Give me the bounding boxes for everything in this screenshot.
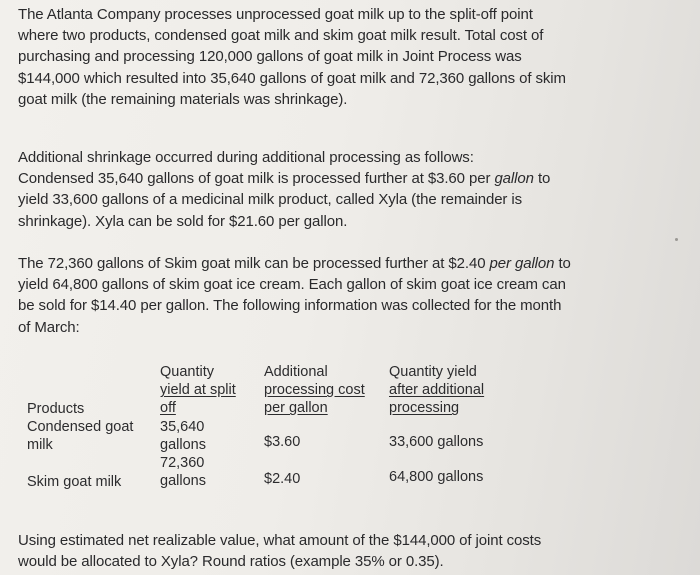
table-row-cost: $3.60 xyxy=(264,434,301,450)
table-row-cost: $2.40 xyxy=(264,471,301,487)
text-line: would be allocated to Xyla? Round ratios (example 35% or 0.35). xyxy=(18,553,444,571)
text-line: where two products, condensed goat milk and skim goat milk result. Total cost of xyxy=(18,27,544,45)
text-line: goat milk (the remaining materials was shrinkage). xyxy=(18,90,348,108)
text-line: of March: xyxy=(18,318,80,336)
header-quantity-split xyxy=(160,363,236,418)
text-line: yield 64,800 gallons of skim goat ice cream. Each gallon of skim goat ice cream can xyxy=(18,276,566,294)
text-run: The 72,360 gallons of Skim goat milk can be processed further at $2.40 xyxy=(18,255,490,272)
text-line: be sold for $14.40 per gallon. The following information was collected for the month xyxy=(18,297,562,315)
cell-text: milk xyxy=(27,437,53,454)
text-line: Additional shrinkage occurred during additional processing as follows: xyxy=(18,149,474,166)
header-quantity-yield xyxy=(389,363,484,418)
cell-text: gallons xyxy=(160,437,206,454)
table-row-yield: 64,800 gallons xyxy=(389,469,484,485)
header-products: Products xyxy=(27,401,85,417)
text-line: The Atlanta Company processes unprocessed goat milk up to the split-off point xyxy=(18,6,533,23)
emphasis-text: gallon xyxy=(494,170,534,188)
cell-text: Condensed goat xyxy=(27,419,134,435)
table-row-product xyxy=(27,418,133,454)
header-additional-cost xyxy=(264,363,365,418)
text-line: shrinkage). Xyla can be sold for $21.60 per gallon. xyxy=(18,212,348,230)
header-text: off xyxy=(160,400,176,417)
table-row-quantity xyxy=(160,454,206,490)
header-text: processing xyxy=(389,400,460,417)
header-text: per gallon xyxy=(264,400,328,417)
text-line: purchasing and processing 120,000 gallons of goat milk in Joint Process was xyxy=(18,48,522,66)
table-row-product xyxy=(27,473,121,491)
cell-text: 72,360 xyxy=(160,455,205,471)
cell-text: Skim goat milk xyxy=(27,474,122,490)
header-text: processing cost xyxy=(264,382,365,399)
text-run: to xyxy=(533,170,551,188)
question-paragraph xyxy=(18,530,618,572)
text-line: yield 33,600 gallons of a medicinal milk product, called Xyla (the remainder is xyxy=(18,191,523,209)
text-line: Using estimated net realizable value, what amount of the $144,000 of joint costs xyxy=(18,532,542,549)
cell-text: gallons xyxy=(160,473,206,490)
header-text: Additional xyxy=(264,364,328,380)
table-row-yield: 33,600 gallons xyxy=(389,434,484,450)
table-row-quantity xyxy=(160,418,206,454)
header-text: Quantity yield xyxy=(389,364,477,380)
header-text: yield at split xyxy=(160,382,236,399)
header-text: after additional xyxy=(389,382,485,399)
text-line: $144,000 which resulted into 35,640 gallons of goat milk and 72,360 gallons of skim xyxy=(18,69,566,87)
text-run: Condensed 35,640 gallons of goat milk is processed further at $3.60 per xyxy=(18,170,495,188)
header-text: Quantity xyxy=(160,364,214,380)
scan-speck xyxy=(675,238,678,241)
emphasis-text: per gallon xyxy=(489,255,555,272)
cell-text: 35,640 xyxy=(160,419,205,435)
text-run: to xyxy=(554,255,571,272)
